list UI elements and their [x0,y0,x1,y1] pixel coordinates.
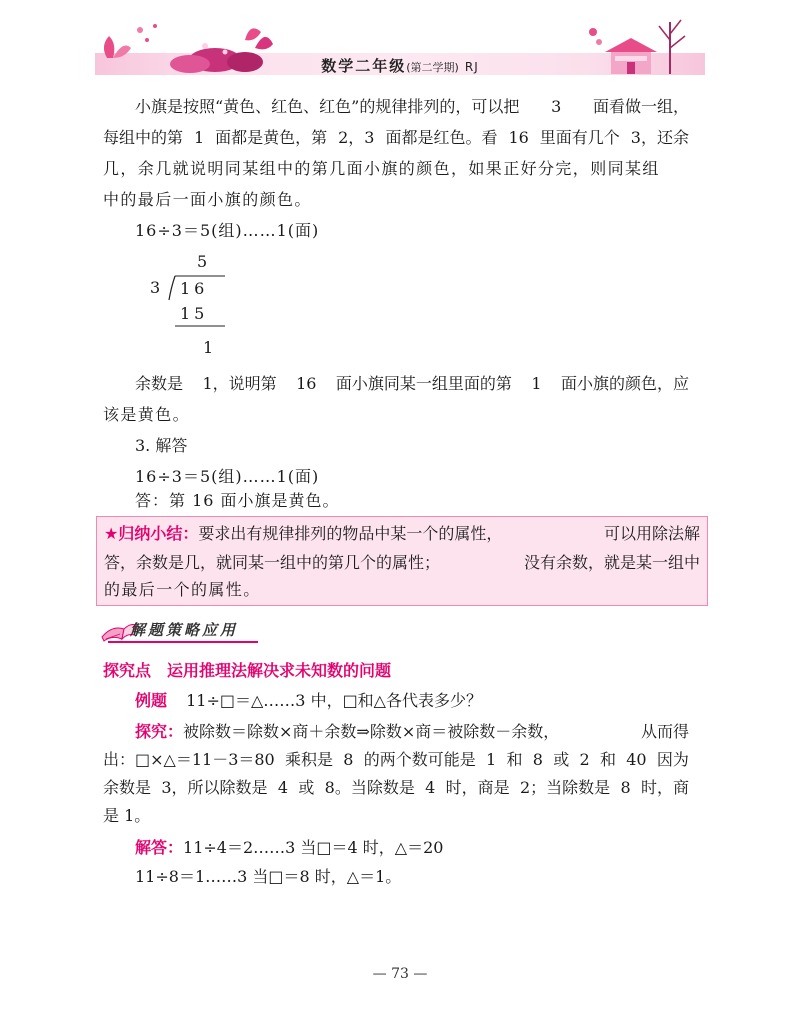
solution-label: 解答： [135,838,184,857]
remainder-line-1: 余数是 1，说明第 16 面小旗同某一组里面的第 1 面小旗的颜色，应 [135,374,689,393]
page-number: — 73 — [372,966,428,982]
section-underline [108,641,258,643]
division-equation: 16÷3＝5(组)……1(面) [135,221,320,240]
example-label: 例题 [135,691,168,710]
dividend: 16 [180,279,209,298]
explore-line-2: 出：□×△＝11－3＝80 乘积是 8 的两个数可能是 1 和 8 或 2 和 40 因为 [103,750,689,769]
summary-line-1: ★归纳小结：要求出有规律排列的物品中某一个的属性， 可以用除法解 [104,524,700,543]
section-title-text: 解题策略应用 [130,621,239,639]
quotient: 5 [197,252,208,271]
book-edition: RJ [464,60,479,74]
page-header [0,0,800,80]
exploration-heading: 探究点 运用推理法解决求未知数的问题 [103,661,392,680]
book-subtitle: (第二学期) [406,61,459,74]
explore-line-4: 是 1。 [103,806,151,825]
explanation-line-4: 中的最后一面小旗的颜色。 [103,190,312,209]
explanation-line-2: 每组中的第 1 面都是黄色，第 2，3 面都是红色。看 16 里面有几个 3，还余 [103,128,689,147]
example-text: 11÷□＝△……3 中，□和△各代表多少？ [186,691,482,710]
explanation-line-1: 小旗是按照“黄色、红色、红色”的规律排列的，可以把 3 面看做一组， [135,97,689,116]
summary-line-2: 答，余数是几，就同某一组中的第几个的属性； 没有余数，就是某一组中 [104,553,700,572]
explanation-line-3: 几，余几就说明同某组中的第几面小旗的颜色，如果正好分完，则同某组 [103,159,660,178]
division-bracket [135,248,245,358]
remainder: 1 [203,338,214,357]
solution-line-1: 解答：11÷4＝2……3 当□＝4 时，△＝20 [135,838,444,857]
solution-line-2: 11÷8＝1……3 当□＝8 时，△＝1。 [135,867,402,886]
answer-sentence: 答：第 16 面小旗是黄色。 [135,491,340,510]
explore-line-3: 余数是 3，所以除数是 4 或 8。当除数是 4 时，商是 2；当除数是 8 时，商 [103,778,689,797]
book-title: 数学二年级 [321,57,407,75]
summary-box [96,516,708,606]
explore-label: 探究： [135,722,184,741]
example-line [135,690,482,712]
answer-label: 3. 解答 [135,436,188,455]
long-division [135,248,245,358]
summary-line-3: 的最后一个的属性。 [104,580,261,599]
divisor: 3 [150,278,161,297]
summary-heading: ★归纳小结： [104,524,199,543]
product: 15 [180,304,209,323]
explore-line-1: 探究：被除数＝除数×商＋余数⇒除数×商＝被除数－余数， 从而得 [135,722,689,741]
remainder-line-2: 该是黄色。 [103,405,191,424]
header-title [0,55,800,76]
answer-equation: 16÷3＝5(组)……1(面) [135,467,320,486]
